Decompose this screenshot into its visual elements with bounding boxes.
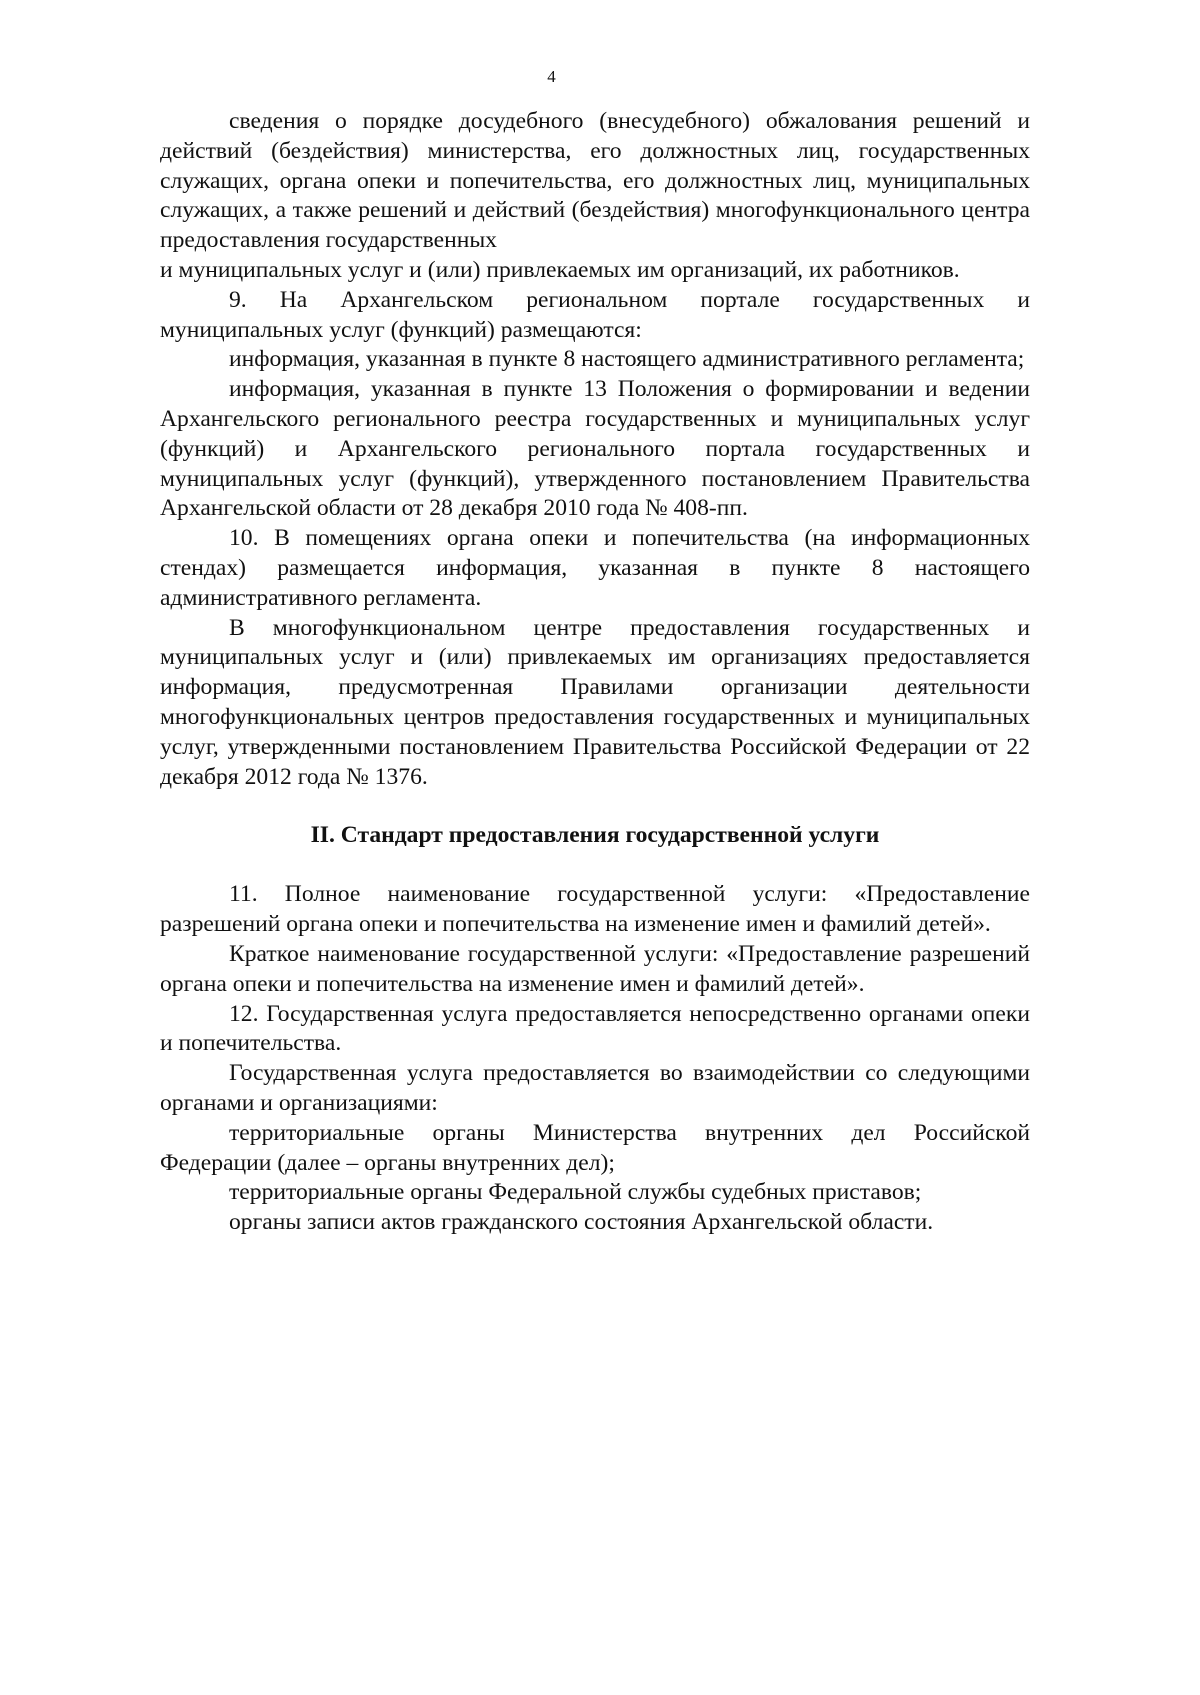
paragraph-item-9-info-point-13: информация, указанная в пункте 13 Положения о формировании и ведении Архангельского регионального реестра государственных и муниципальных услуг (функций) и Архангельского регионального портала государственных и муниципальных услуг (функций), утвержденного постановлением Правительства Архангельской области от 28 декабря 2010 года № 408-пп. <box>160 376 1030 522</box>
paragraph-item-10-mfc: В многофункциональном центре предоставления государственных и муниципальных услуг и (или) привлекаемых им организациях предоставляется информация, предусмотренная Правилами организации деятельности многофункциональных центров предоставления государственных и муниципальных услуг, утвержденными постановлением Правительства Российской Федерации от 22 декабря 2012 года № 1376. <box>160 614 1030 790</box>
paragraph-item-11-short-name: Краткое наименование государственной услуги: «Предоставление разрешений органа опеки и попечительства на изменение имен и фамилий детей». <box>160 940 1030 997</box>
paragraph-appeal-procedure-continued: и муниципальных услуг и (или) привлекаемых им организаций, их работников. <box>160 256 960 283</box>
list-item-bailiffs: территориальные органы Федеральной службы судебных приставов; <box>229 1179 922 1206</box>
paragraph-item-9: 9. На Архангельском региональном портале государственных и муниципальных услуг (функций) размещаются: <box>160 286 1030 343</box>
paragraph-item-12: 12. Государственная услуга предоставляется непосредственно органами опеки и попечительства. <box>160 1000 1030 1057</box>
paragraph-item-10: 10. В помещениях органа опеки и попечительства (на информационных стендах) размещается информация, указанная в пункте 8 настоящего административного регламента. <box>160 525 1030 611</box>
paragraph-item-12-interaction: Государственная услуга предоставляется во взаимодействии со следующими органами и организациями: <box>160 1060 1030 1116</box>
paragraph-item-11-full-name: 11. Полное наименование государственной услуги: «Предоставление разрешений органа опеки и попечительства на изменение имен и фамилий детей». <box>160 881 1030 938</box>
paragraphs-before-section <box>160 107 1030 792</box>
page-number: 4 <box>547 67 556 86</box>
paragraph-appeal-procedure: сведения о порядке досудебного (внесудебного) обжалования решений и действий (бездействия) министерства, его должностных лиц, государственных служащих, органа опеки и попечительства, его должностных лиц, муниципальных служащих, а также решений и действий (бездействия) многофункционального центра предоставления государственных <box>160 108 1030 254</box>
list-item-civil-registry: органы записи актов гражданского состояния Архангельской области. <box>229 1209 934 1236</box>
paragraph-item-9-info-point-8: информация, указанная в пункте 8 настоящего административного регламента; <box>229 346 1025 373</box>
paragraphs-after-section <box>160 880 1030 1238</box>
section-heading: II. Стандарт предоставления государственной услуги <box>310 822 880 849</box>
document-body <box>160 107 1030 1238</box>
list-item-internal-affairs: территориальные органы Министерства внутренних дел Российской Федерации (далее – органы внутренних дел); <box>160 1119 1030 1176</box>
